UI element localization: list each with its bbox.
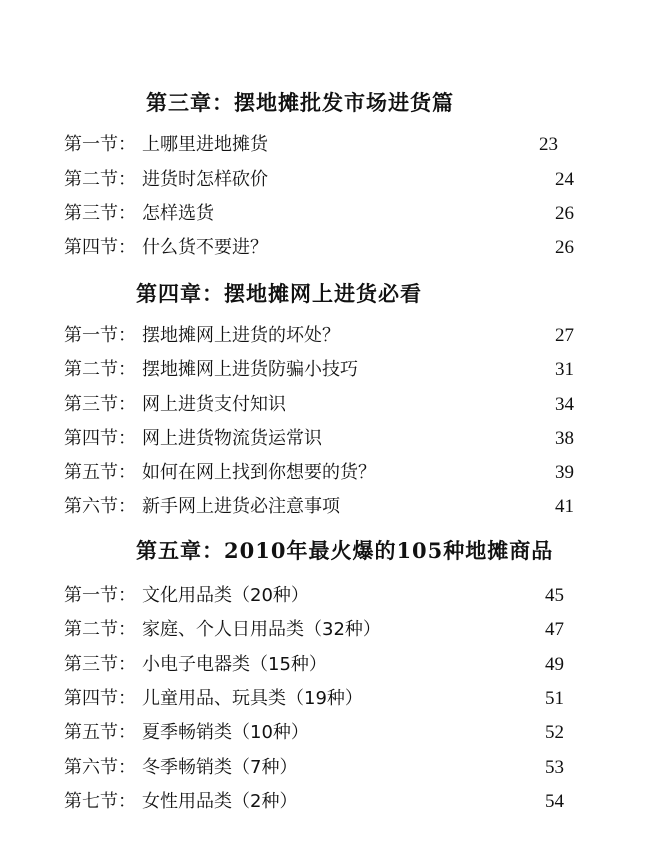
section-title: 冬季畅销类（7种） (142, 757, 298, 778)
section-label: 第二节： (64, 619, 136, 640)
section-title: 家庭、个人日用品类（32种） (142, 619, 381, 640)
page-number: 26 (555, 237, 574, 258)
toc-entry-4-2[interactable] (64, 357, 574, 383)
section-title: 什么货不要进？ (142, 237, 268, 258)
section-label: 第五节： (64, 462, 136, 483)
page-number: 39 (555, 462, 574, 483)
section-title: 小电子电器类（15种） (142, 654, 327, 675)
section-label: 第三节： (64, 203, 136, 224)
section-title: 网上进货物流货运常识 (142, 428, 322, 449)
page-number: 51 (545, 688, 564, 709)
section-label: 第五节： (64, 722, 136, 743)
page-number: 52 (545, 722, 564, 743)
section-title: 进货时怎样砍价 (142, 169, 268, 190)
toc-entry-4-1[interactable] (64, 323, 574, 349)
section-label: 第六节： (64, 496, 136, 517)
section-label: 第四节： (64, 428, 136, 449)
page-number: 45 (545, 585, 564, 606)
toc-entry-5-4[interactable] (64, 686, 564, 712)
toc-entry-5-7[interactable] (64, 789, 564, 815)
chapter-5-heading: 第五章：2010年最火爆的105种地摊商品 (136, 538, 554, 563)
page-number: 34 (555, 394, 574, 415)
section-title: 上哪里进地摊货 (142, 134, 268, 155)
toc-entry-5-3[interactable] (64, 652, 564, 678)
page-number: 31 (555, 359, 574, 380)
section-label: 第二节： (64, 359, 136, 380)
section-label: 第四节： (64, 237, 136, 258)
toc-entry-3-4[interactable] (64, 235, 574, 261)
section-title: 文化用品类（20种） (142, 585, 309, 606)
page-number: 38 (555, 428, 574, 449)
toc-entry-3-3[interactable] (64, 201, 574, 227)
page-number: 49 (545, 654, 564, 675)
toc-entry-4-5[interactable] (64, 460, 574, 486)
section-title: 新手网上进货必注意事项 (142, 496, 340, 517)
section-title: 摆地摊网上进货的坏处？ (142, 325, 340, 346)
toc-entry-3-1[interactable] (64, 132, 558, 158)
page-number: 41 (555, 496, 574, 517)
toc-entry-5-1[interactable] (64, 583, 564, 609)
page-number: 47 (545, 619, 564, 640)
toc-entry-4-3[interactable] (64, 392, 574, 418)
section-label: 第四节： (64, 688, 136, 709)
page-number: 23 (539, 134, 558, 155)
toc-entry-3-2[interactable] (64, 167, 574, 193)
toc-entry-4-4[interactable] (64, 426, 574, 452)
section-title: 网上进货支付知识 (142, 394, 286, 415)
section-label: 第一节： (64, 134, 136, 155)
section-label: 第七节： (64, 791, 136, 812)
section-title: 儿童用品、玩具类（19种） (142, 688, 363, 709)
section-label: 第二节： (64, 169, 136, 190)
page-number: 26 (555, 203, 574, 224)
section-label: 第一节： (64, 585, 136, 606)
chapter-4-heading: 第四章：摆地摊网上进货必看 (136, 281, 422, 306)
section-title: 女性用品类（2种） (142, 791, 298, 812)
page-number: 24 (555, 169, 574, 190)
toc-entry-4-6[interactable] (64, 494, 574, 520)
chapter-3-heading: 第三章：摆地摊批发市场进货篇 (146, 90, 454, 115)
section-title: 如何在网上找到你想要的货？ (142, 462, 376, 483)
toc-entry-5-6[interactable] (64, 755, 564, 781)
toc-entry-5-2[interactable] (64, 617, 564, 643)
toc-entry-5-5[interactable] (64, 720, 564, 746)
page-number: 27 (555, 325, 574, 346)
section-title: 摆地摊网上进货防骗小技巧 (142, 359, 358, 380)
section-title: 夏季畅销类（10种） (142, 722, 309, 743)
section-title: 怎样选货 (142, 203, 214, 224)
section-label: 第一节： (64, 325, 136, 346)
section-label: 第六节： (64, 757, 136, 778)
page-number: 54 (545, 791, 564, 812)
section-label: 第三节： (64, 394, 136, 415)
page-number: 53 (545, 757, 564, 778)
section-label: 第三节： (64, 654, 136, 675)
